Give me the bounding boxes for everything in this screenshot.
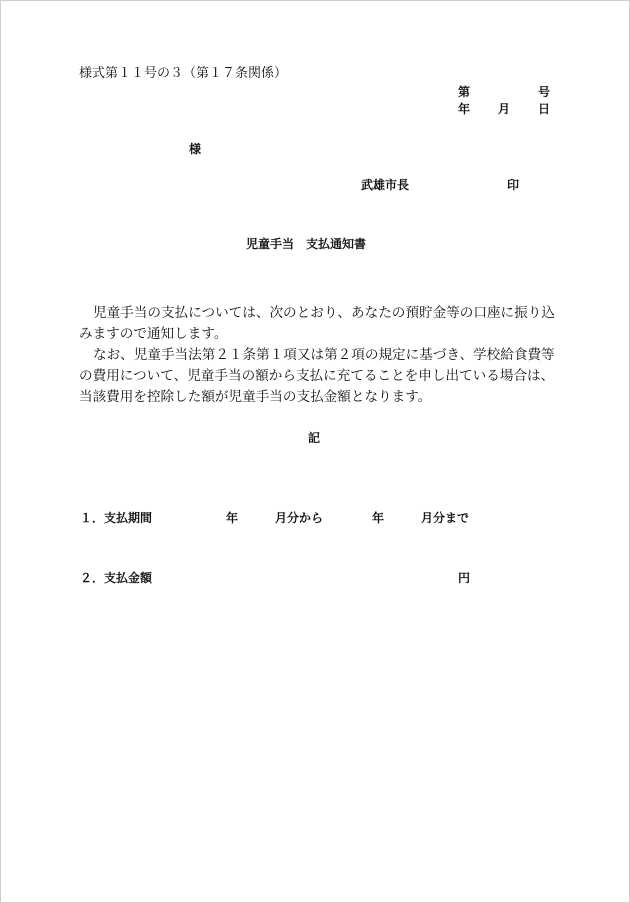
notes-marker: 記 bbox=[308, 431, 321, 445]
form-label: 様式第１１号の３（第１７条関係） bbox=[79, 66, 288, 81]
period-year-from: 年 bbox=[226, 511, 239, 525]
number-suffix: 号 bbox=[538, 85, 551, 99]
period-month-from: 月分から bbox=[275, 511, 324, 525]
document-title: 児童手当 支払通知書 bbox=[246, 237, 367, 251]
amount-unit: 円 bbox=[458, 571, 471, 585]
paragraph2-line1: なお、児童手当法第２１条第１項又は第２項の規定に基づき、学校給食費等 bbox=[93, 347, 555, 363]
period-year-to: 年 bbox=[372, 511, 385, 525]
paragraph1-line1: 児童手当の支払については、次のとおり、あなたの預貯金等の口座に振り込 bbox=[93, 305, 555, 321]
period-month-to: 月分まで bbox=[421, 511, 470, 525]
amount-label: ２．支払金額 bbox=[80, 571, 153, 585]
paragraph1-line2: みますので通知します。 bbox=[79, 326, 228, 342]
date-month: 月 bbox=[498, 102, 511, 116]
paragraph2-line2: の費用について、児童手当の額から支払に充てることを申し出ている場合は、 bbox=[79, 368, 555, 384]
period-label: １．支払期間 bbox=[80, 511, 153, 525]
date-year: 年 bbox=[458, 102, 471, 116]
number-prefix: 第 bbox=[458, 85, 471, 99]
addressee-honorific: 様 bbox=[189, 142, 202, 156]
date-day: 日 bbox=[538, 102, 551, 116]
sender-seal: 印 bbox=[507, 178, 520, 192]
sender-title: 武雄市長 bbox=[361, 178, 410, 192]
paragraph2-line3: 当該費用を控除した額が児童手当の支払金額となります。 bbox=[79, 389, 432, 405]
